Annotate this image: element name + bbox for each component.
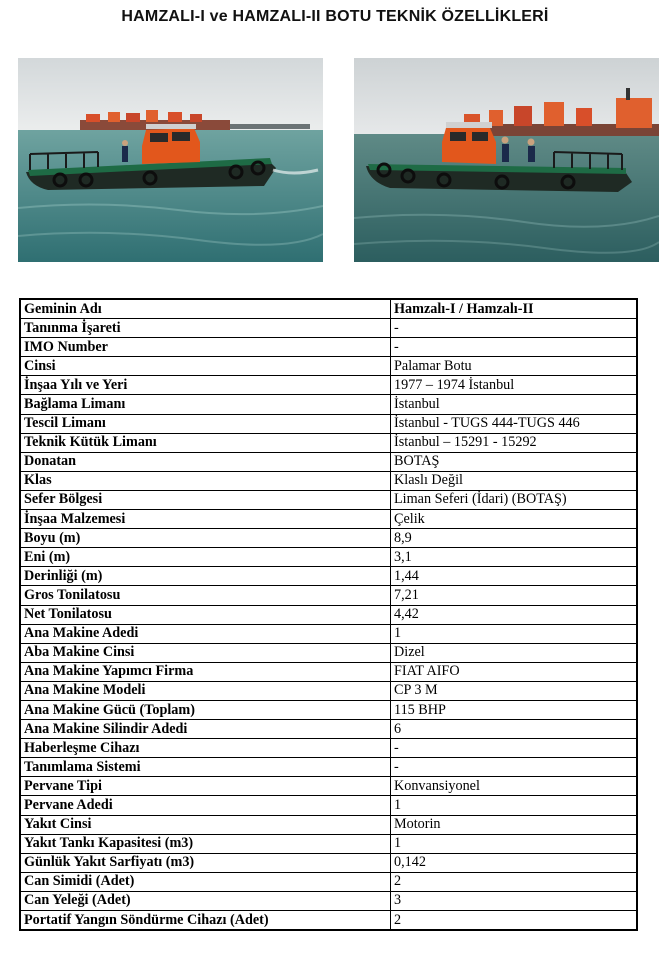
spec-value: 1 xyxy=(391,834,638,853)
spec-label: Ana Makine Adedi xyxy=(20,624,391,643)
spec-label: Boyu (m) xyxy=(20,529,391,548)
spec-label: Yakıt Tankı Kapasitesi (m3) xyxy=(20,834,391,853)
spec-value: 2 xyxy=(391,872,638,891)
spec-label: Eni (m) xyxy=(20,548,391,567)
spec-label: Tanınma İşareti xyxy=(20,319,391,338)
table-row xyxy=(20,720,637,739)
table-row xyxy=(20,643,637,662)
table-row xyxy=(20,624,637,643)
spec-value: Motorin xyxy=(391,815,638,834)
spec-label: Donatan xyxy=(20,452,391,471)
boat-photo-left xyxy=(18,58,323,262)
table-row xyxy=(20,357,637,376)
spec-value: 3 xyxy=(391,891,638,910)
spec-value: İstanbul – 15291 - 15292 xyxy=(391,433,638,452)
document-title: HAMZALI-I ve HAMZALI-II BOTU TEKNİK ÖZELLİKLERİ xyxy=(121,8,549,25)
spec-label: Ana Makine Yapımcı Firma xyxy=(20,662,391,681)
table-row xyxy=(20,853,637,872)
spec-value: BOTAŞ xyxy=(391,452,638,471)
spec-label: Pervane Adedi xyxy=(20,796,391,815)
spec-value: 1 xyxy=(391,796,638,815)
spec-label: Cinsi xyxy=(20,357,391,376)
spec-value: - xyxy=(391,758,638,777)
spec-value: FIAT AIFO xyxy=(391,662,638,681)
spec-label: Pervane Tipi xyxy=(20,777,391,796)
spec-value: Konvansiyonel xyxy=(391,777,638,796)
spec-label: Günlük Yakıt Sarfiyatı (m3) xyxy=(20,853,391,872)
spec-value: Çelik xyxy=(391,510,638,529)
spec-value: İstanbul xyxy=(391,395,638,414)
spec-value: 2 xyxy=(391,911,638,931)
table-row xyxy=(20,395,637,414)
table-row xyxy=(20,567,637,586)
spec-value: - xyxy=(391,319,638,338)
table-row xyxy=(20,834,637,853)
spec-value: Dizel xyxy=(391,643,638,662)
spec-label: Gros Tonilatosu xyxy=(20,586,391,605)
table-row xyxy=(20,777,637,796)
spec-value: 7,21 xyxy=(391,586,638,605)
spec-value: - xyxy=(391,739,638,758)
spec-value: 4,42 xyxy=(391,605,638,624)
spec-label: Ana Makine Modeli xyxy=(20,681,391,700)
spec-label: Haberleşme Cihazı xyxy=(20,739,391,758)
spec-value: 0,142 xyxy=(391,853,638,872)
table-row xyxy=(20,319,637,338)
spec-label: Can Yeleği (Adet) xyxy=(20,891,391,910)
table-row xyxy=(20,911,637,931)
spec-value: 1,44 xyxy=(391,567,638,586)
spec-label: İnşaa Malzemesi xyxy=(20,510,391,529)
table-row xyxy=(20,796,637,815)
table-row xyxy=(20,510,637,529)
spec-label: Net Tonilatosu xyxy=(20,605,391,624)
table-row xyxy=(20,376,637,395)
spec-value: 115 BHP xyxy=(391,700,638,719)
boat-photo-right xyxy=(354,58,659,262)
table-row xyxy=(20,891,637,910)
spec-value: İstanbul - TUGS 444-TUGS 446 xyxy=(391,414,638,433)
spec-value: Klaslı Değil xyxy=(391,471,638,490)
spec-value: - xyxy=(391,338,638,357)
table-row xyxy=(20,338,637,357)
table-row xyxy=(20,414,637,433)
spec-label: Portatif Yangın Söndürme Cihazı (Adet) xyxy=(20,911,391,931)
spec-value: CP 3 M xyxy=(391,681,638,700)
spec-label: Klas xyxy=(20,471,391,490)
table-row xyxy=(20,662,637,681)
table-row xyxy=(20,586,637,605)
spec-label: Yakıt Cinsi xyxy=(20,815,391,834)
spec-value: Palamar Botu xyxy=(391,357,638,376)
table-row xyxy=(20,452,637,471)
table-row xyxy=(20,471,637,490)
spec-label: IMO Number xyxy=(20,338,391,357)
spec-label: Tanımlama Sistemi xyxy=(20,758,391,777)
table-row xyxy=(20,700,637,719)
specs-table xyxy=(19,298,638,931)
spec-label: Aba Makine Cinsi xyxy=(20,643,391,662)
table-row xyxy=(20,872,637,891)
table-row xyxy=(20,739,637,758)
table-row xyxy=(20,758,637,777)
table-row xyxy=(20,433,637,452)
spec-value: 8,9 xyxy=(391,529,638,548)
table-row xyxy=(20,529,637,548)
spec-label: Can Simidi (Adet) xyxy=(20,872,391,891)
spec-label: Bağlama Limanı xyxy=(20,395,391,414)
table-row xyxy=(20,548,637,567)
spec-label: Geminin Adı xyxy=(20,299,391,319)
spec-value: Liman Seferi (İdari) (BOTAŞ) xyxy=(391,490,638,509)
table-row xyxy=(20,490,637,509)
table-row xyxy=(20,815,637,834)
spec-label: Ana Makine Silindir Adedi xyxy=(20,720,391,739)
spec-label: İnşaa Yılı ve Yeri xyxy=(20,376,391,395)
spec-label: Teknik Kütük Limanı xyxy=(20,433,391,452)
spec-label: Derinliği (m) xyxy=(20,567,391,586)
spec-value: 6 xyxy=(391,720,638,739)
table-row xyxy=(20,605,637,624)
spec-value: 1 xyxy=(391,624,638,643)
table-row xyxy=(20,299,637,319)
spec-value: 1977 – 1974 İstanbul xyxy=(391,376,638,395)
spec-value: Hamzalı-I / Hamzalı-II xyxy=(391,299,638,319)
spec-label: Ana Makine Gücü (Toplam) xyxy=(20,700,391,719)
spec-label: Tescil Limanı xyxy=(20,414,391,433)
spec-value: 3,1 xyxy=(391,548,638,567)
table-row xyxy=(20,681,637,700)
spec-label: Sefer Bölgesi xyxy=(20,490,391,509)
